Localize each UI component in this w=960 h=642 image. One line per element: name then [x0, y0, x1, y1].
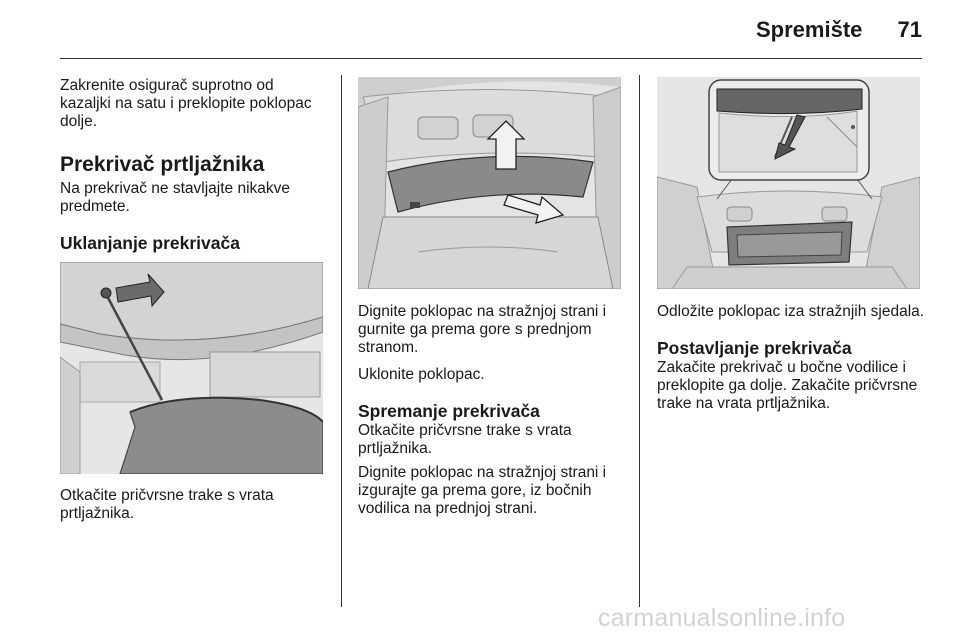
figure-store-cover — [657, 77, 920, 289]
figure-detach-straps — [60, 262, 323, 474]
caption-detach-straps: Otkačite pričvrsne trake s vrata prtljažnika. — [60, 487, 274, 522]
section-heading-cargo-cover: Prekrivač prtljažnika — [60, 153, 265, 176]
intro-paragraph: Zakrenite osigurač suprotno od kazaljki na satu i preklopite poklopac dolje. — [60, 77, 312, 130]
column-divider-1 — [341, 75, 342, 607]
watermark: carmanualsonline.info — [598, 604, 846, 632]
figure-lift-cover — [358, 77, 621, 289]
header-divider — [60, 58, 922, 59]
column-3-text — [657, 303, 927, 413]
subheading-storing-cover: Spremanje prekrivača — [358, 401, 540, 421]
column-2-text — [358, 303, 628, 518]
page-number: 71 — [897, 17, 922, 42]
subheading-removing-cover: Uklanjanje prekrivača — [60, 233, 240, 253]
installing-cover-step: Zakačite prekrivač u bočne vodilice i preklopite ga dolje. Zakačite pričvrsne trake na vrata prtljažnika. — [657, 359, 918, 412]
page-section-title: Spremište — [756, 17, 863, 42]
column-divider-2 — [639, 75, 640, 607]
caption-remove-cover: Uklonite poklopac. — [358, 366, 485, 383]
cargo-cover-note: Na prekrivač ne stavljajte nikakve predmete. — [60, 180, 291, 215]
storing-cover-step-1: Otkačite pričvrsne trake s vrata prtljažnika. — [358, 422, 572, 457]
column-1-text-top — [60, 77, 328, 254]
storing-cover-step-2: Dignite poklopac na stražnjoj strani i izgurajte ga prema gore, iz bočnih vodilica na prednjoj strani. — [358, 464, 607, 517]
column-1-text-bottom — [60, 487, 328, 523]
subheading-installing-cover: Postavljanje prekrivača — [657, 338, 852, 358]
caption-store-cover: Odložite poklopac iza stražnjih sjedala. — [657, 303, 925, 320]
caption-lift-cover: Dignite poklopac na stražnjoj strani i gurnite ga prema gore s prednjom stranom. — [358, 303, 607, 356]
